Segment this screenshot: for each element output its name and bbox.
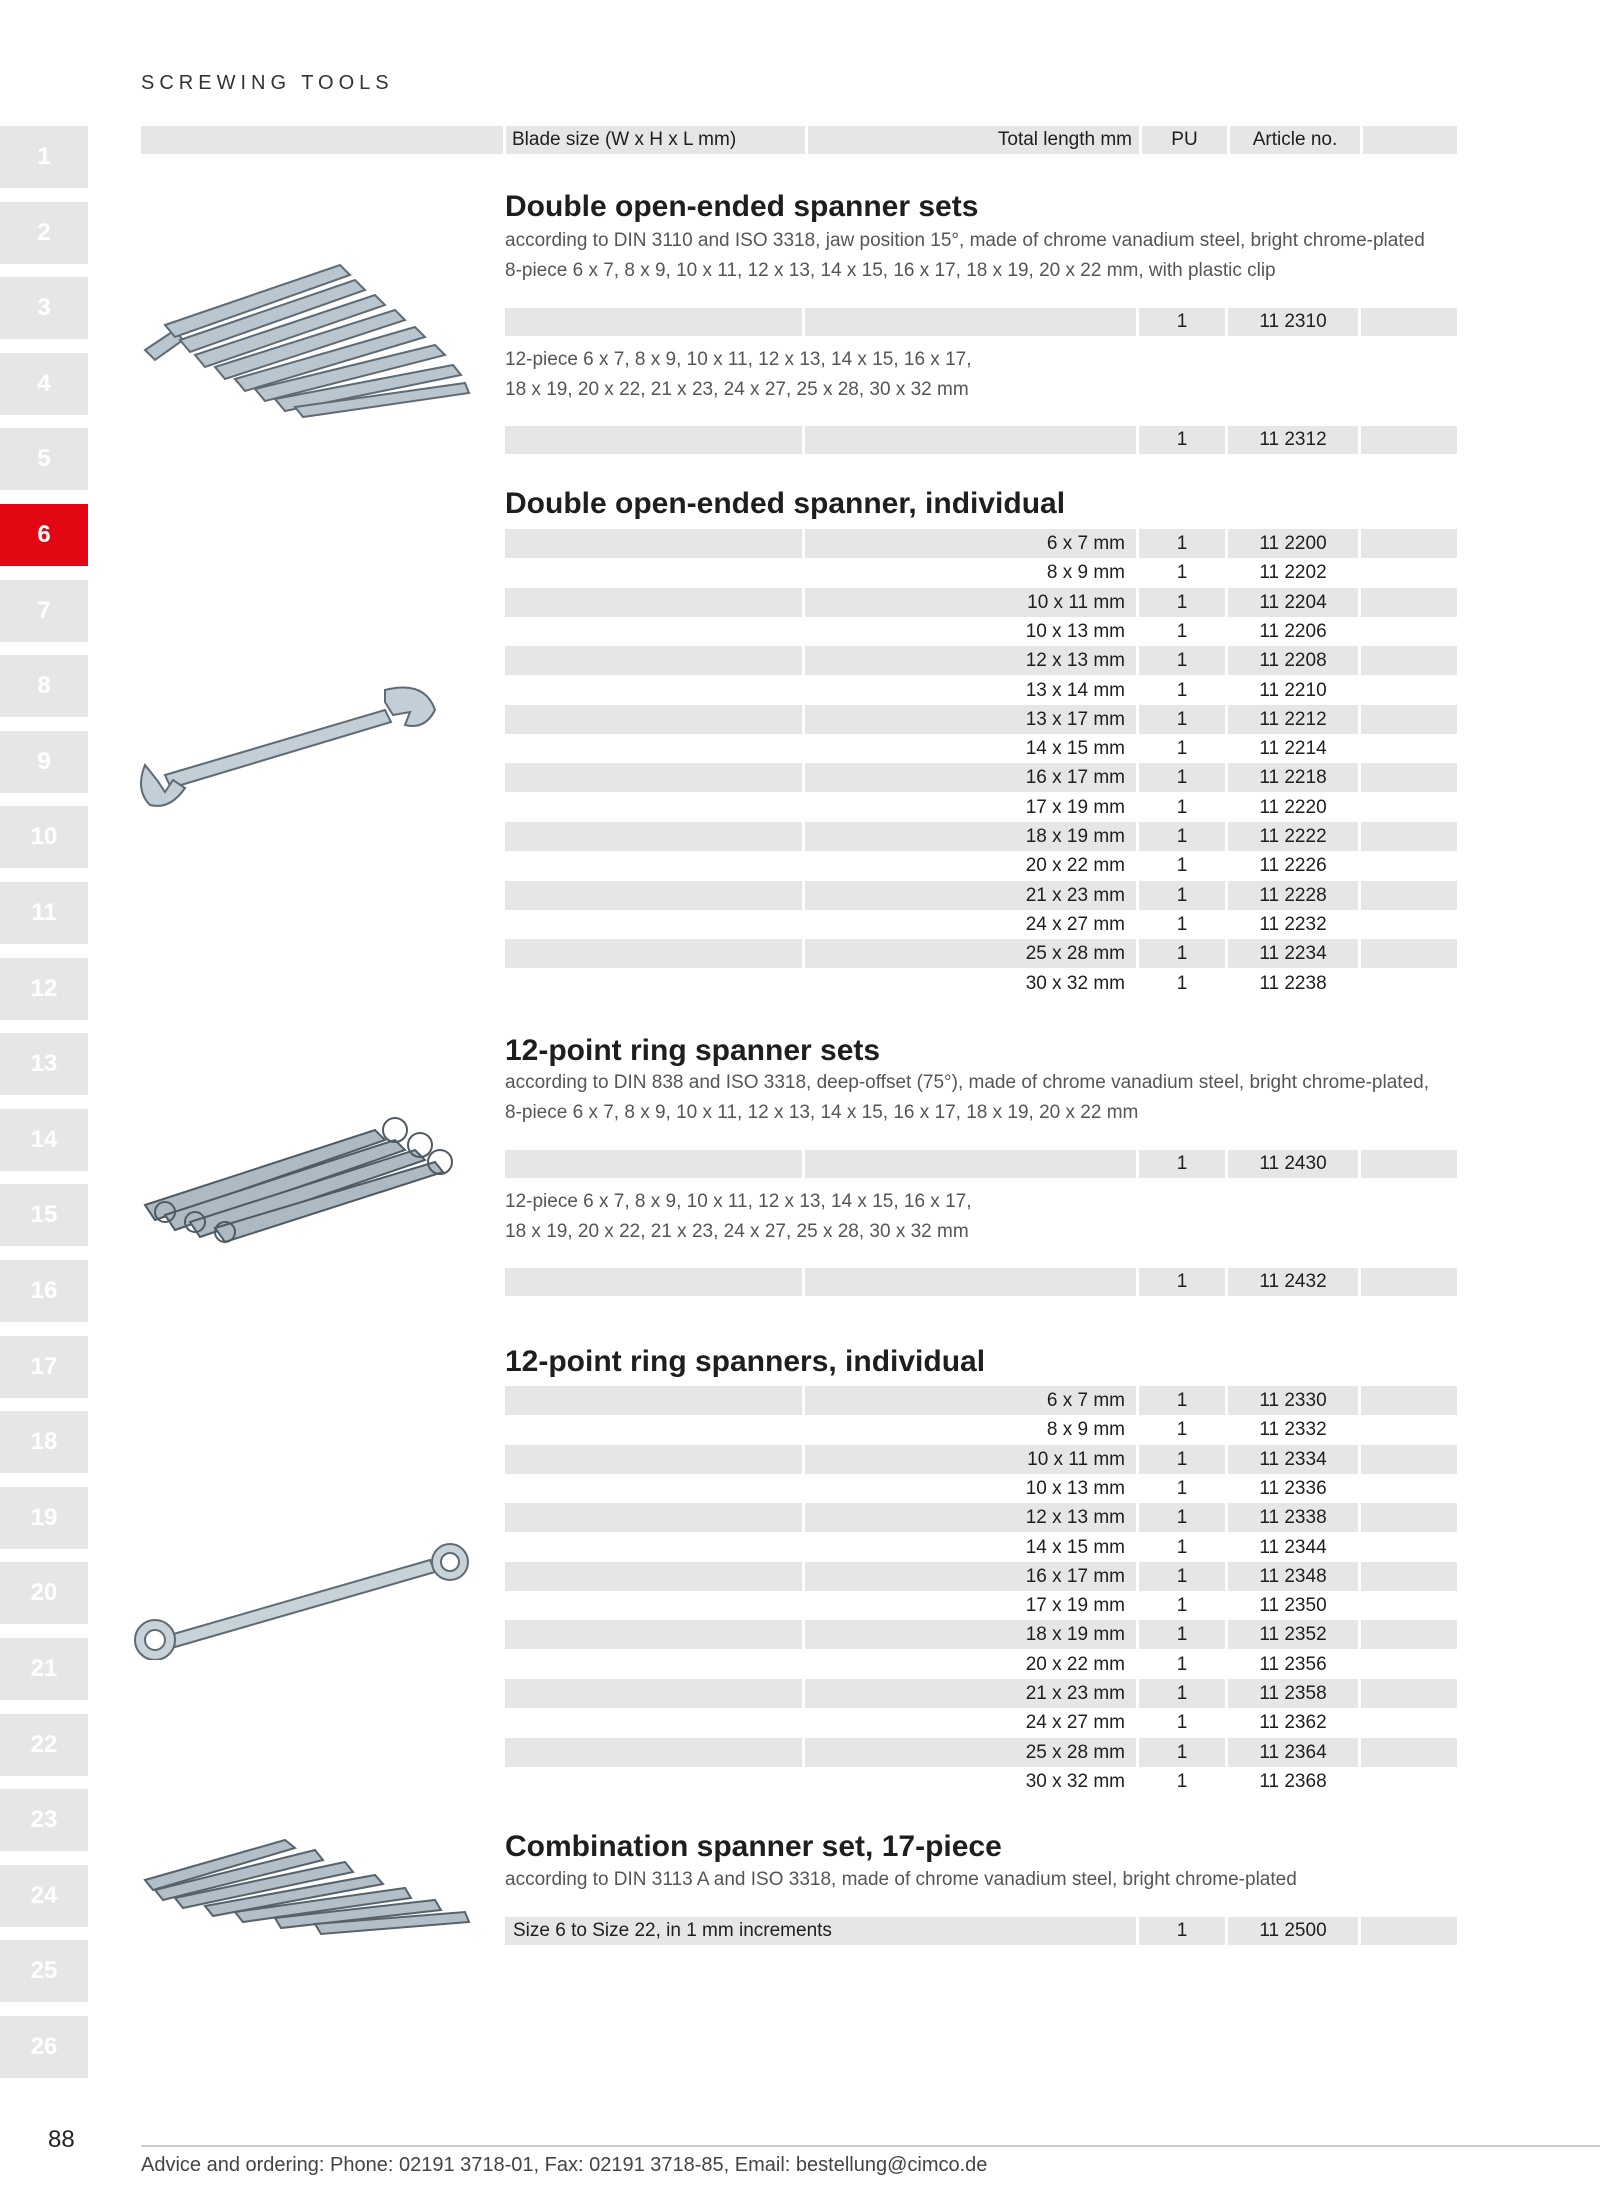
size-value: 13 x 17 mm (1025, 708, 1125, 730)
size-value: 25 x 28 mm (1025, 1741, 1125, 1763)
size-value: 20 x 22 mm (1025, 855, 1125, 877)
size-value: 6 x 7 mm (1046, 1390, 1125, 1411)
table-row (505, 1738, 1457, 1767)
section-desc: 12-piece 6 x 7, 8 x 9, 10 x 11, 12 x 13, 14 x 15, 16 x 17, (505, 349, 972, 370)
table-row (505, 910, 1457, 939)
table-row (505, 793, 1457, 822)
table-row (505, 969, 1457, 998)
table-row (505, 1562, 1457, 1591)
combination-spanner-set-image (135, 1820, 485, 1940)
table-row (505, 617, 1457, 646)
table-row (505, 308, 1457, 337)
table-row (505, 1620, 1457, 1649)
col-blade-size: Blade size (W x H x L mm) (512, 129, 737, 150)
pu-value: 1 (1176, 767, 1188, 789)
pu-value: 1 (1176, 1153, 1188, 1174)
section-desc: 18 x 19, 20 x 22, 21 x 23, 24 x 27, 25 x 28, 30 x 32 mm (505, 1221, 969, 1242)
table-row (505, 763, 1457, 792)
chapter-tab-18[interactable]: 18 (0, 1411, 88, 1473)
article-value: 11 2430 (1259, 1153, 1327, 1174)
pu-value: 1 (1176, 1507, 1188, 1529)
article-value: 11 2310 (1259, 311, 1327, 332)
table-row (505, 646, 1457, 675)
pu-value: 1 (1176, 1683, 1188, 1704)
size-value: 30 x 32 mm (1025, 1770, 1125, 1792)
size-value: 24 x 27 mm (1025, 913, 1125, 935)
chapter-tab-16[interactable]: 16 (0, 1260, 88, 1322)
article-value: 11 2348 (1259, 1565, 1327, 1587)
section-desc: 18 x 19, 20 x 22, 21 x 23, 24 x 27, 25 x 28, 30 x 32 mm (505, 379, 969, 400)
size-value: 20 x 22 mm (1025, 1653, 1125, 1675)
article-value: 11 2214 (1259, 738, 1327, 760)
pu-value: 1 (1176, 1595, 1188, 1617)
article-value: 11 2338 (1259, 1507, 1327, 1529)
pu-value: 1 (1176, 650, 1188, 672)
article-value: 11 2336 (1259, 1477, 1327, 1499)
table-row (505, 1650, 1457, 1679)
chapter-tab-5[interactable]: 5 (0, 428, 88, 490)
article-value: 11 2358 (1259, 1683, 1327, 1704)
pu-value: 1 (1176, 913, 1188, 935)
article-value: 11 2212 (1259, 708, 1327, 730)
table-row (505, 588, 1457, 617)
article-value: 11 2228 (1259, 884, 1327, 906)
pu-value: 1 (1176, 972, 1188, 994)
chapter-tab-6[interactable]: 6 (0, 504, 88, 566)
article-value: 11 2232 (1259, 913, 1327, 935)
size-value: 8 x 9 mm (1046, 1419, 1125, 1441)
size-value: 14 x 15 mm (1025, 738, 1125, 760)
size-value: 21 x 23 mm (1025, 884, 1125, 906)
page-number: 88 (48, 2126, 75, 2153)
size-value: 8 x 9 mm (1046, 562, 1125, 584)
pu-value: 1 (1176, 1565, 1188, 1587)
section-title: Double open-ended spanner sets (505, 190, 979, 223)
section-title: Combination spanner set, 17-piece (505, 1830, 1002, 1863)
article-value: 11 2204 (1259, 591, 1327, 613)
size-value: 16 x 17 mm (1025, 767, 1125, 789)
size-value: 6 x 7 mm (1046, 533, 1125, 554)
chapter-tab-4[interactable]: 4 (0, 353, 88, 415)
table-row (505, 1386, 1457, 1415)
size-value: 17 x 19 mm (1025, 1595, 1125, 1617)
chapter-tab-8[interactable]: 8 (0, 655, 88, 717)
article-value: 11 2330 (1259, 1390, 1327, 1411)
table-row (505, 1767, 1457, 1796)
article-value: 11 2238 (1259, 972, 1327, 994)
pu-value: 1 (1176, 1448, 1188, 1470)
size-value: 12 x 13 mm (1025, 650, 1125, 672)
article-value: 11 2208 (1259, 650, 1327, 672)
table-row (505, 1679, 1457, 1708)
chapter-tab-13[interactable]: 13 (0, 1033, 88, 1095)
pu-value: 1 (1176, 1770, 1188, 1792)
table-row (505, 558, 1457, 587)
article-value: 11 2222 (1259, 826, 1327, 847)
size-value: 18 x 19 mm (1025, 1624, 1125, 1646)
footer-contact: Advice and ordering: Phone: 02191 3718-01, Fax: 02191 3718-85, Email: bestellung@cimco.de (141, 2154, 988, 2176)
section-title: Double open-ended spanner, individual (505, 487, 1066, 520)
table-row (505, 1591, 1457, 1620)
ring-spanner-image (130, 1540, 480, 1660)
spanner-image (135, 680, 445, 815)
pu-value: 1 (1176, 1271, 1188, 1292)
chapter-tab-19[interactable]: 19 (0, 1487, 88, 1549)
chapter-tab-17[interactable]: 17 (0, 1336, 88, 1398)
article-value: 11 2500 (1259, 1920, 1327, 1941)
pu-value: 1 (1176, 533, 1188, 554)
table-row (505, 1533, 1457, 1562)
article-value: 11 2226 (1259, 855, 1327, 877)
pu-value: 1 (1176, 738, 1188, 760)
pu-value: 1 (1176, 1390, 1188, 1411)
footer-divider (141, 2145, 1600, 2147)
page-header: SCREWING TOOLS (141, 72, 394, 94)
chapter-tab-12[interactable]: 12 (0, 958, 88, 1020)
pu-value: 1 (1176, 855, 1188, 877)
chapter-tab-25[interactable]: 25 (0, 1940, 88, 2002)
article-value: 11 2312 (1259, 429, 1327, 450)
table-row (505, 1445, 1457, 1474)
size-value: 30 x 32 mm (1025, 972, 1125, 994)
size-value: 10 x 11 mm (1027, 1448, 1125, 1470)
size-value: 21 x 23 mm (1025, 1683, 1125, 1704)
pu-value: 1 (1176, 943, 1188, 965)
table-row (505, 939, 1457, 968)
article-value: 11 2220 (1259, 796, 1327, 818)
section-desc: 8-piece 6 x 7, 8 x 9, 10 x 11, 12 x 13, 14 x 15, 16 x 17, 18 x 19, 20 x 22 mm (505, 1102, 1139, 1123)
blade-value: Size 6 to Size 22, in 1 mm increments (513, 1920, 832, 1941)
ring-spanner-set-image (135, 1110, 475, 1245)
size-value: 10 x 11 mm (1027, 591, 1125, 613)
pu-value: 1 (1176, 1536, 1188, 1558)
chapter-tab-15[interactable]: 15 (0, 1184, 88, 1246)
col-article: Article no. (1252, 129, 1338, 150)
article-value: 11 2432 (1259, 1271, 1327, 1292)
pu-value: 1 (1176, 1419, 1188, 1441)
article-value: 11 2350 (1259, 1595, 1327, 1617)
article-value: 11 2200 (1259, 533, 1327, 554)
table-row (505, 426, 1457, 455)
chapter-tab-20[interactable]: 20 (0, 1562, 88, 1624)
size-value: 25 x 28 mm (1025, 943, 1125, 965)
table-row (505, 851, 1457, 880)
chapter-tab-22[interactable]: 22 (0, 1714, 88, 1776)
size-value: 17 x 19 mm (1025, 796, 1125, 818)
table-row (505, 734, 1457, 763)
chapter-tab-10[interactable]: 10 (0, 806, 88, 868)
article-value: 11 2202 (1259, 562, 1327, 584)
size-value: 24 x 27 mm (1025, 1712, 1125, 1734)
article-value: 11 2368 (1259, 1770, 1327, 1792)
article-value: 11 2352 (1259, 1624, 1327, 1646)
table-row (505, 1474, 1457, 1503)
size-value: 13 x 14 mm (1025, 679, 1125, 701)
chapter-tab-21[interactable]: 21 (0, 1638, 88, 1700)
table-row (505, 822, 1457, 851)
chapter-tab-23[interactable]: 23 (0, 1789, 88, 1851)
pu-value: 1 (1176, 1624, 1188, 1646)
pu-value: 1 (1176, 679, 1188, 701)
size-value: 14 x 15 mm (1025, 1536, 1125, 1558)
table-row (505, 705, 1457, 734)
pu-value: 1 (1176, 796, 1188, 818)
chapter-tab-24[interactable]: 24 (0, 1865, 88, 1927)
col-total-length: Total length mm (997, 129, 1132, 150)
article-value: 11 2344 (1259, 1536, 1327, 1558)
chapter-tab-3[interactable]: 3 (0, 277, 88, 339)
size-value: 10 x 13 mm (1025, 1477, 1125, 1499)
chapter-tab-7[interactable]: 7 (0, 580, 88, 642)
pu-value: 1 (1176, 708, 1188, 730)
table-row (505, 881, 1457, 910)
article-value: 11 2362 (1259, 1712, 1327, 1734)
pu-value: 1 (1176, 562, 1188, 584)
pu-value: 1 (1176, 1920, 1188, 1941)
size-value: 10 x 13 mm (1025, 620, 1125, 642)
section-desc: 8-piece 6 x 7, 8 x 9, 10 x 11, 12 x 13, 14 x 15, 16 x 17, 18 x 19, 20 x 22 mm, with plastic clip (505, 260, 1276, 281)
table-row (505, 1503, 1457, 1532)
pu-value: 1 (1176, 1653, 1188, 1675)
article-value: 11 2234 (1259, 943, 1327, 965)
pu-value: 1 (1176, 591, 1188, 613)
section-desc: according to DIN 3110 and ISO 3318, jaw position 15°, made of chrome vanadium steel, bright chrome-plated (505, 230, 1425, 251)
table-row (505, 529, 1457, 558)
section-desc: according to DIN 3113 A and ISO 3318, made of chrome vanadium steel, bright chrome-plated (505, 1869, 1297, 1890)
table-row (505, 1708, 1457, 1737)
article-value: 11 2332 (1259, 1419, 1327, 1441)
size-value: 18 x 19 mm (1025, 826, 1125, 847)
table-row (505, 1415, 1457, 1444)
article-value: 11 2356 (1259, 1653, 1327, 1675)
section-desc: according to DIN 838 and ISO 3318, deep-offset (75°), made of chrome vanadium steel, bright chrome-plated, (505, 1072, 1429, 1093)
size-value: 12 x 13 mm (1025, 1507, 1125, 1529)
size-value: 16 x 17 mm (1025, 1565, 1125, 1587)
pu-value: 1 (1176, 620, 1188, 642)
article-value: 11 2364 (1259, 1741, 1327, 1763)
section-desc: 12-piece 6 x 7, 8 x 9, 10 x 11, 12 x 13, 14 x 15, 16 x 17, (505, 1191, 972, 1212)
chapter-tab-1[interactable]: 1 (0, 126, 88, 188)
pu-value: 1 (1176, 884, 1188, 906)
spanner-set-image (135, 255, 475, 425)
chapter-tab-14[interactable]: 14 (0, 1109, 88, 1171)
article-value: 11 2334 (1259, 1448, 1327, 1470)
pu-value: 1 (1176, 429, 1188, 450)
table-row (505, 1917, 1457, 1946)
section-title: 12-point ring spanners, individual (505, 1345, 986, 1378)
table-row (505, 1150, 1457, 1179)
article-value: 11 2206 (1259, 620, 1327, 642)
article-value: 11 2210 (1259, 679, 1327, 701)
chapter-tab-2[interactable]: 2 (0, 202, 88, 264)
pu-value: 1 (1176, 1712, 1188, 1734)
col-pu: PU (1171, 129, 1198, 150)
pu-value: 1 (1176, 1741, 1188, 1763)
pu-value: 1 (1176, 826, 1188, 847)
chapter-tab-9[interactable]: 9 (0, 731, 88, 793)
pu-value: 1 (1176, 1477, 1188, 1499)
section-title: 12-point ring spanner sets (505, 1034, 881, 1067)
table-header (141, 126, 1457, 154)
table-row (505, 1268, 1457, 1297)
chapter-tab-11[interactable]: 11 (0, 882, 88, 944)
article-value: 11 2218 (1259, 767, 1327, 789)
table-row (505, 676, 1457, 705)
chapter-tab-26[interactable]: 26 (0, 2016, 88, 2078)
pu-value: 1 (1176, 311, 1188, 332)
